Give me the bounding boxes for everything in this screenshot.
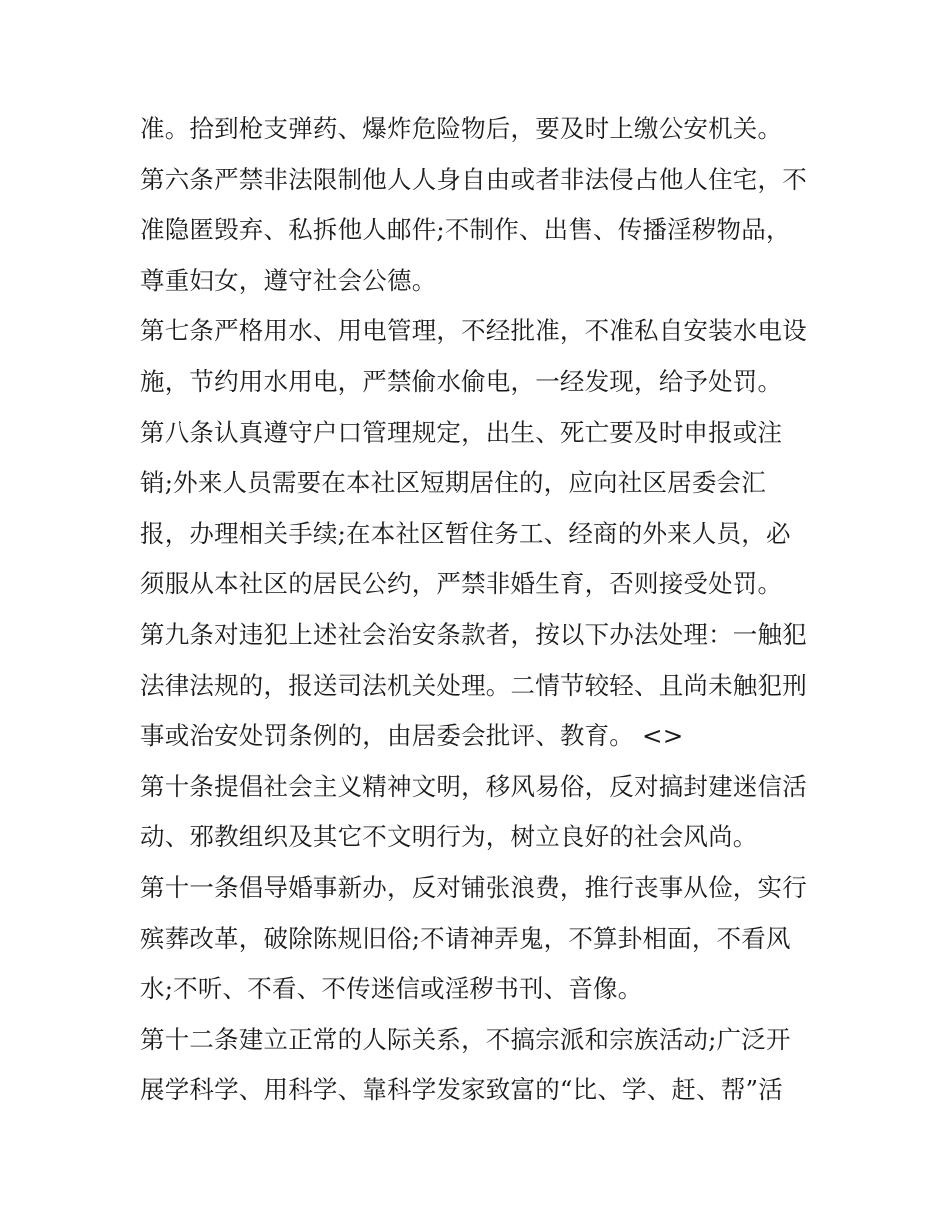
text-line: 事或治安处罚条例的，由居委会批评、教育。 <> <box>140 721 684 751</box>
text-line: 动、邪教组织及其它不文明行为，树立良好的社会风尚。 <box>140 822 758 852</box>
text-line: 施，节约用水用电，严禁偷水偷电，一经发现，给予处罚。 <box>140 366 783 396</box>
text-line: 殡葬改革，破除陈规旧俗;不请神弄鬼，不算卦相面，不看风 <box>140 923 791 953</box>
text-line: 须服从本社区的居民公约，严禁非婚生育，否则接受处罚。 <box>140 569 783 599</box>
text-line: 展学科学、用科学、靠科学发家致富的“比、学、赶、帮”活 <box>140 1075 783 1105</box>
text-line: 第七条严格用水、用电管理，不经批准，不准私自安装水电设 <box>140 316 807 346</box>
document-body <box>140 104 820 1116</box>
text-line: 准。拾到枪支弹药、爆炸危险物后，要及时上缴公安机关。 <box>140 114 783 143</box>
text-line: 第八条认真遵守户口管理规定，出生、死亡要及时申报或注 <box>140 417 783 447</box>
text-line: 报，办理相关手续;在本社区暂住务工、经商的外来人员，必 <box>140 518 791 548</box>
text-line: 销;外来人员需要在本社区短期居住的，应向社区居委会汇 <box>140 468 766 498</box>
text-line: 尊重妇女，遵守社会公德。 <box>140 265 437 295</box>
text-line: 第九条对违犯上述社会治安条款者，按以下办法处理：一触犯 <box>140 619 807 649</box>
text-line: 第六条严禁非法限制他人人身自由或者非法侵占他人住宅，不 <box>140 164 807 194</box>
text-line: 第十二条建立正常的人际关系，不搞宗派和宗族活动;广泛开 <box>140 1024 791 1054</box>
text-line: 第十一条倡导婚事新办，反对铺张浪费，推行丧事从俭，实行 <box>140 872 807 902</box>
text-line: 第十条提倡社会主义精神文明，移风易俗，反对搞封建迷信活 <box>140 771 807 801</box>
text-line: 水;不听、不看、不传迷信或淫秽书刊、音像。 <box>140 974 643 1004</box>
text-line: 准隐匿毁弃、私拆他人邮件;不制作、出售、传播淫秽物品， <box>140 215 791 245</box>
text-line: 法律法规的，报送司法机关处理。二情节较轻、且尚未触犯刑 <box>140 670 807 700</box>
